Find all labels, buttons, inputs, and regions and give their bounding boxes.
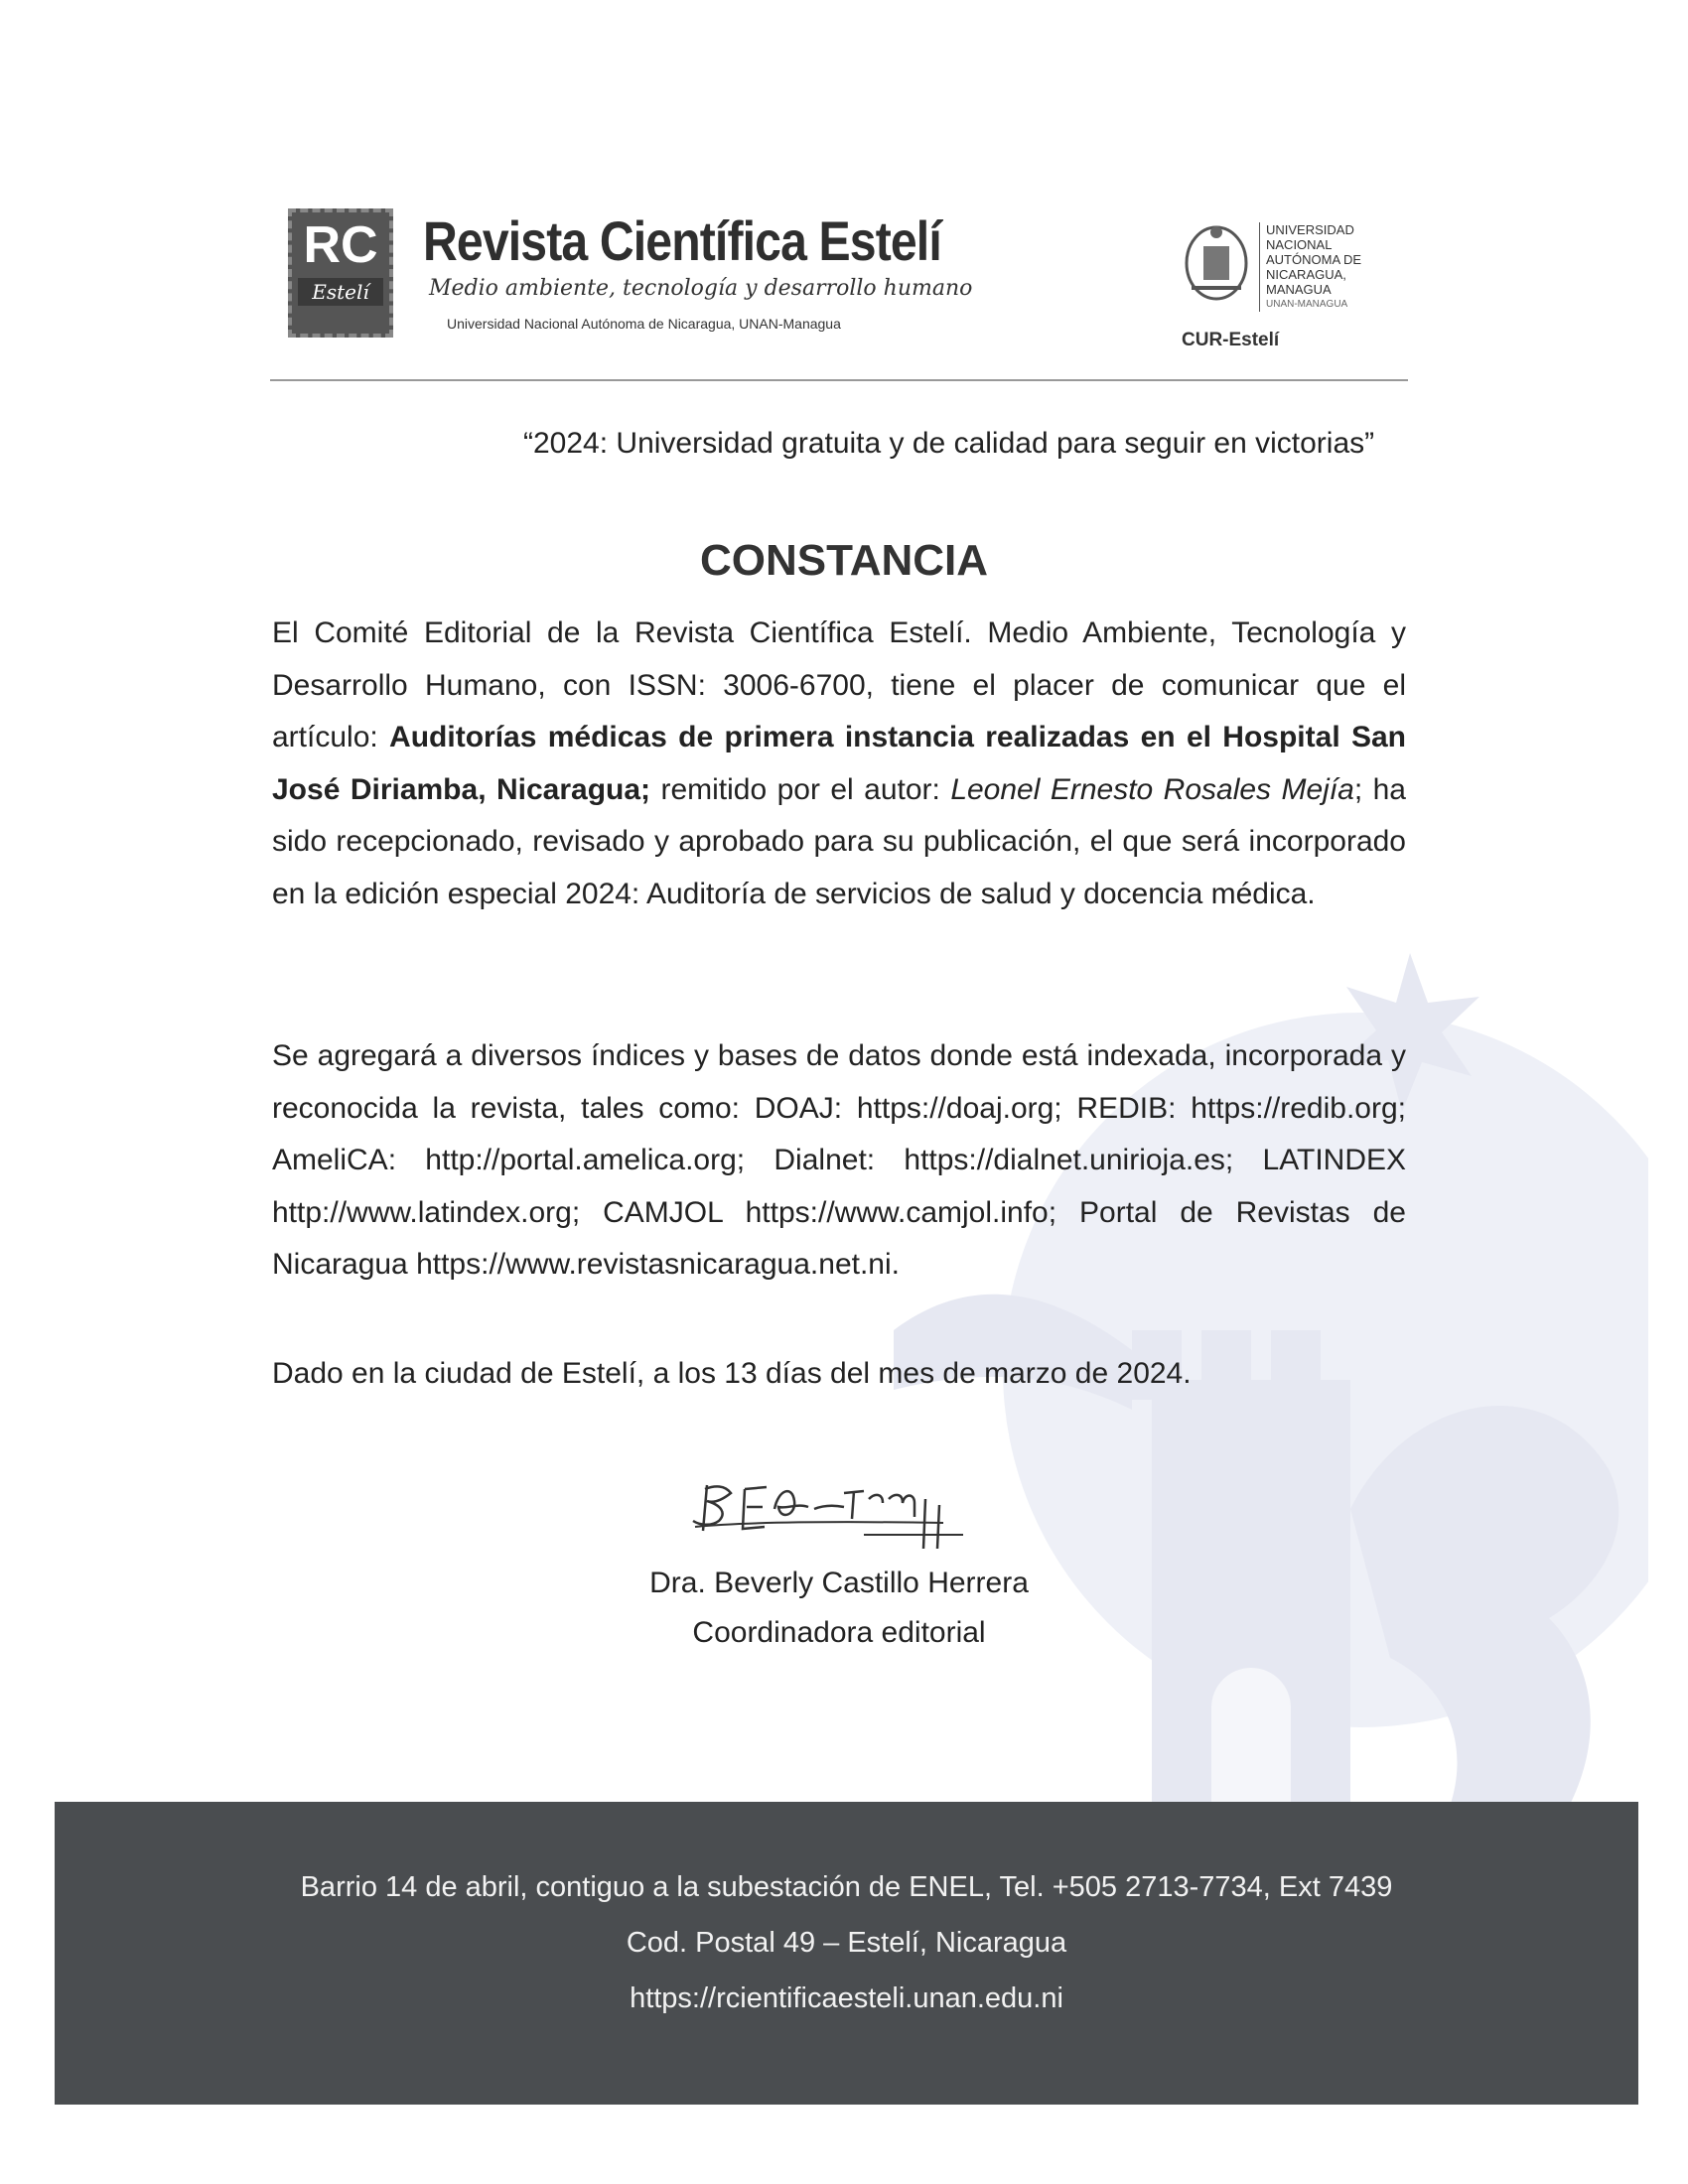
rc-logo-city: Estelí [298,278,383,306]
unan-line: MANAGUA [1266,282,1332,297]
unan-line: NICARAGUA, [1266,267,1346,282]
footer-website[interactable]: https://rcientificaesteli.unan.edu.ni [630,1982,1063,2014]
footer-postal: Cod. Postal 49 – Estelí, Nicaragua [626,1927,1067,1959]
journal-university: Universidad Nacional Autónoma de Nicaragua, UNAN-Managua [447,316,841,332]
article-title: Auditorías médicas de primera instancia realizadas en el Hospital San José Diriamba, Nicaragua; [272,721,1406,806]
header-divider [270,379,1408,381]
unan-seal-icon [1182,218,1251,308]
signatory-name-text: Dra. Beverly Castillo Herrera [649,1567,1029,1599]
footer-address: Barrio 14 de abril, contiguo a la subestación de ENEL, Tel. +505 2713-7734, Ext 7439 [300,1871,1393,1903]
signatory-role-text: Coordinadora editorial [692,1616,986,1649]
journal-title: Revista Científica Estelí [423,209,941,272]
acceptance-intro: El Comité Editorial de la Revista Científica Estelí. Medio Ambiente, Tecnología y Desarrollo Humano, con ISSN: 3006-6700, tiene el placer de comunicar que el artículo: [272,616,1406,753]
unan-line: UNAN-MANAGUA [1266,299,1348,310]
unan-line: UNIVERSIDAD [1266,222,1354,237]
rc-journal-logo [288,208,393,338]
institutional-motto: “2024: Universidad gratuita y de calidad para seguir en victorias” [523,427,1375,460]
rc-logo-letters: RC [303,216,378,274]
document-title: CONSTANCIA [699,536,989,585]
paragraph-acceptance [272,608,1406,920]
unan-line: NACIONAL [1266,237,1333,252]
unan-line: AUTÓNOMA DE [1266,252,1362,267]
unan-name-block [1259,222,1361,312]
author-prefix: remitido por el autor: [650,772,951,806]
author-name: Leonel Ernesto Rosales Mejía [950,772,1354,806]
acceptance-closing: ; ha sido recepcionado, revisado y aprobado para su publicación, el que será incorporado en la edición especial 2024: Auditoría de servicios de salud y docencia médica. [272,772,1406,910]
paragraph-date: Dado en la ciudad de Estelí, a los 13 días del mes de marzo de 2024. [272,1357,1192,1390]
journal-subtitle: Medio ambiente, tecnología y desarrollo humano [429,276,973,301]
footer-bar [55,1802,1638,2105]
campus-name: CUR-Estelí [1182,330,1280,350]
letterhead [288,208,1410,377]
handwritten-signature [665,1449,1023,1559]
paragraph-indexing: Se agregará a diversos índices y bases de datos donde está indexada, incorporada y reconocida la revista, tales como: DOAJ: https://doaj.org; REDIB: https://redib.org; AmeliCA: http://portal.amelica.org; Dialnet: https://dialnet.unirioja.es; LATINDEX http://www.latindex.org; CAMJOL https://www.camjol.info; Portal de Revistas de Nicaragua https://www.revistasnicaragua.net.ni. [272,1039,1406,1281]
